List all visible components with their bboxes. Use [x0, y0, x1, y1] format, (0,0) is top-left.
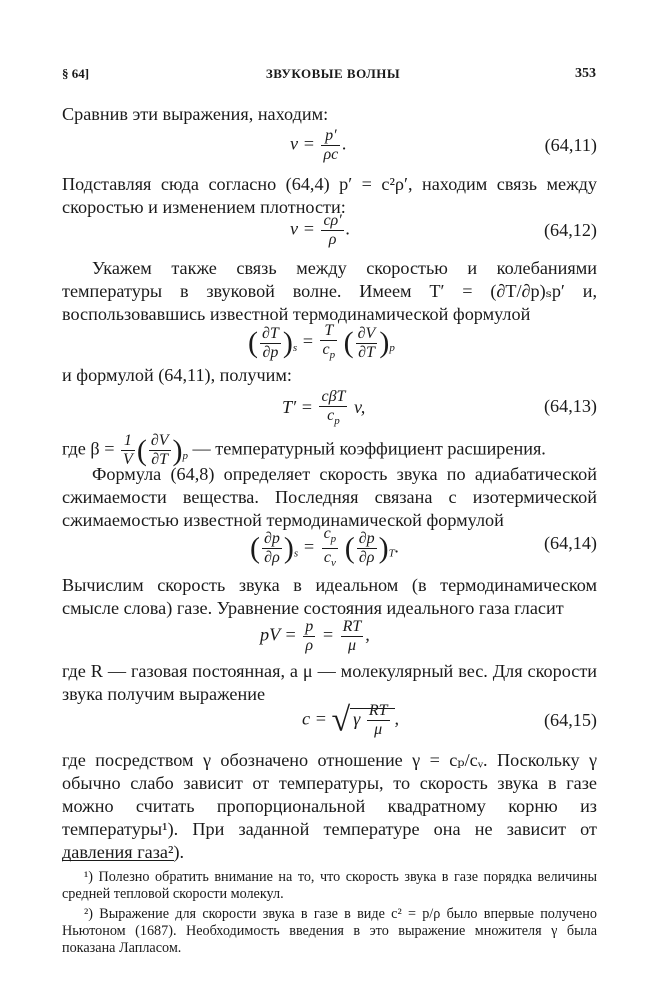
paragraph-8: где R — газовая постоянная, а μ — молекулярный вес. Для скорости звука получим выражение [62, 661, 597, 704]
paragraph-7: Вычислим скорость звука в идеальном (в термодинамическом смысле слова) газе. Уравнение состояния идеального газа гласит [62, 575, 597, 618]
paragraph-9: где посредством γ обозначено отношение γ = cₚ/cᵥ. Поскольку γ обычно слабо зависит от температуры, то скорость звука в газе можно считать пропорциональной квадратному корню из температуры¹). При заданной температуре она не зависит от давления газа²). [62, 750, 597, 862]
equation-ideal-gas [62, 618, 597, 658]
beta-definition-end: — температурный коэффициент расширения. [192, 438, 546, 459]
equation-number: (64,12) [543, 220, 597, 240]
footnote-2: ²) Выражение для скорости звука в газе в виде c² = p/ρ было впервые получено Ньютоном (1687). Необходимость введения в это выражение множителя γ была показана Лапласом. [62, 906, 597, 956]
equation-64-12 [62, 212, 597, 252]
formula-v-p-rho-c: v = $\frac{p'}{\rho c}$ . [290, 127, 347, 163]
paragraph-2: Подставляя сюда согласно (64,4) p′ = c²ρ′, находим связь между скоростью и изменением плотности: [62, 174, 597, 217]
formula-v-c-rho: v = $\frac{c\rho'}{\rho}$ . [290, 212, 351, 248]
beta-formula: $\frac{1}{V}$ ( $\frac{\partial V}{\partial T}$ )$_p$ [123, 432, 188, 468]
equation-64-13 [62, 388, 597, 428]
formula-dT-dp: ( $\frac{\partial T}{\partial p}$ )$_s$ = $\frac{T}{c_p}$ ( $\frac{\partial V}{\partial T}$ )$_p$ [248, 322, 395, 361]
beta-definition-start: где β = [62, 438, 115, 459]
formula-c-sqrt: c = √ γ $\frac{RT}{\mu}$ , [302, 701, 400, 739]
equation-thermo-relation [62, 322, 597, 362]
paragraph-6: Формула (64,8) определяет скорость звука по адиабатической сжимаемости вещества. Последняя связана с изотермической сжимаемостью известной термодинамической формулой [62, 464, 597, 530]
paragraph-1: Сравнив эти выражения, находим: [62, 104, 329, 124]
equation-number: (64,11) [544, 135, 597, 155]
equation-64-15 [62, 702, 597, 742]
equation-64-11 [62, 127, 597, 167]
running-title: ЗВУКОВЫЕ ВОЛНЫ [265, 66, 401, 81]
equation-number: (64,13) [543, 396, 597, 416]
equation-64-14 [62, 525, 597, 569]
section-marker: § 64] [62, 66, 90, 81]
equation-number: (64,15) [543, 710, 597, 730]
paragraph-4: и формулой (64,11), получим: [62, 365, 292, 385]
formula-pV: pV = $\frac{p}{\rho}$ = $\frac{RT}{\mu}$ , [260, 618, 370, 654]
formula-compressibility: ( $\frac{\partial p}{\partial\rho}$ )$_s$ = $\frac{c_p}{c_v}$ ( $\frac{\partial p}{\partial\rho}$ )$_T$. [250, 525, 400, 569]
paragraph-3: Укажем также связь между скоростью и колебаниями температуры в звуковой волне. Имеем T′ = (∂T/∂p)ₛp′ и, воспользовавшись известной термодинамической формулой [62, 258, 597, 324]
page-number: 353 [575, 66, 596, 81]
equation-number: (64,14) [543, 533, 597, 553]
formula-T-prime: T′ = $\frac{\text{cβT}}{c_p}$ v, [282, 388, 366, 427]
footnote-divider [62, 860, 174, 861]
footnote-1: ¹) Полезно обратить внимание на то, что скорость звука в газе порядка величины средней тепловой скорости молекул. [62, 869, 597, 902]
